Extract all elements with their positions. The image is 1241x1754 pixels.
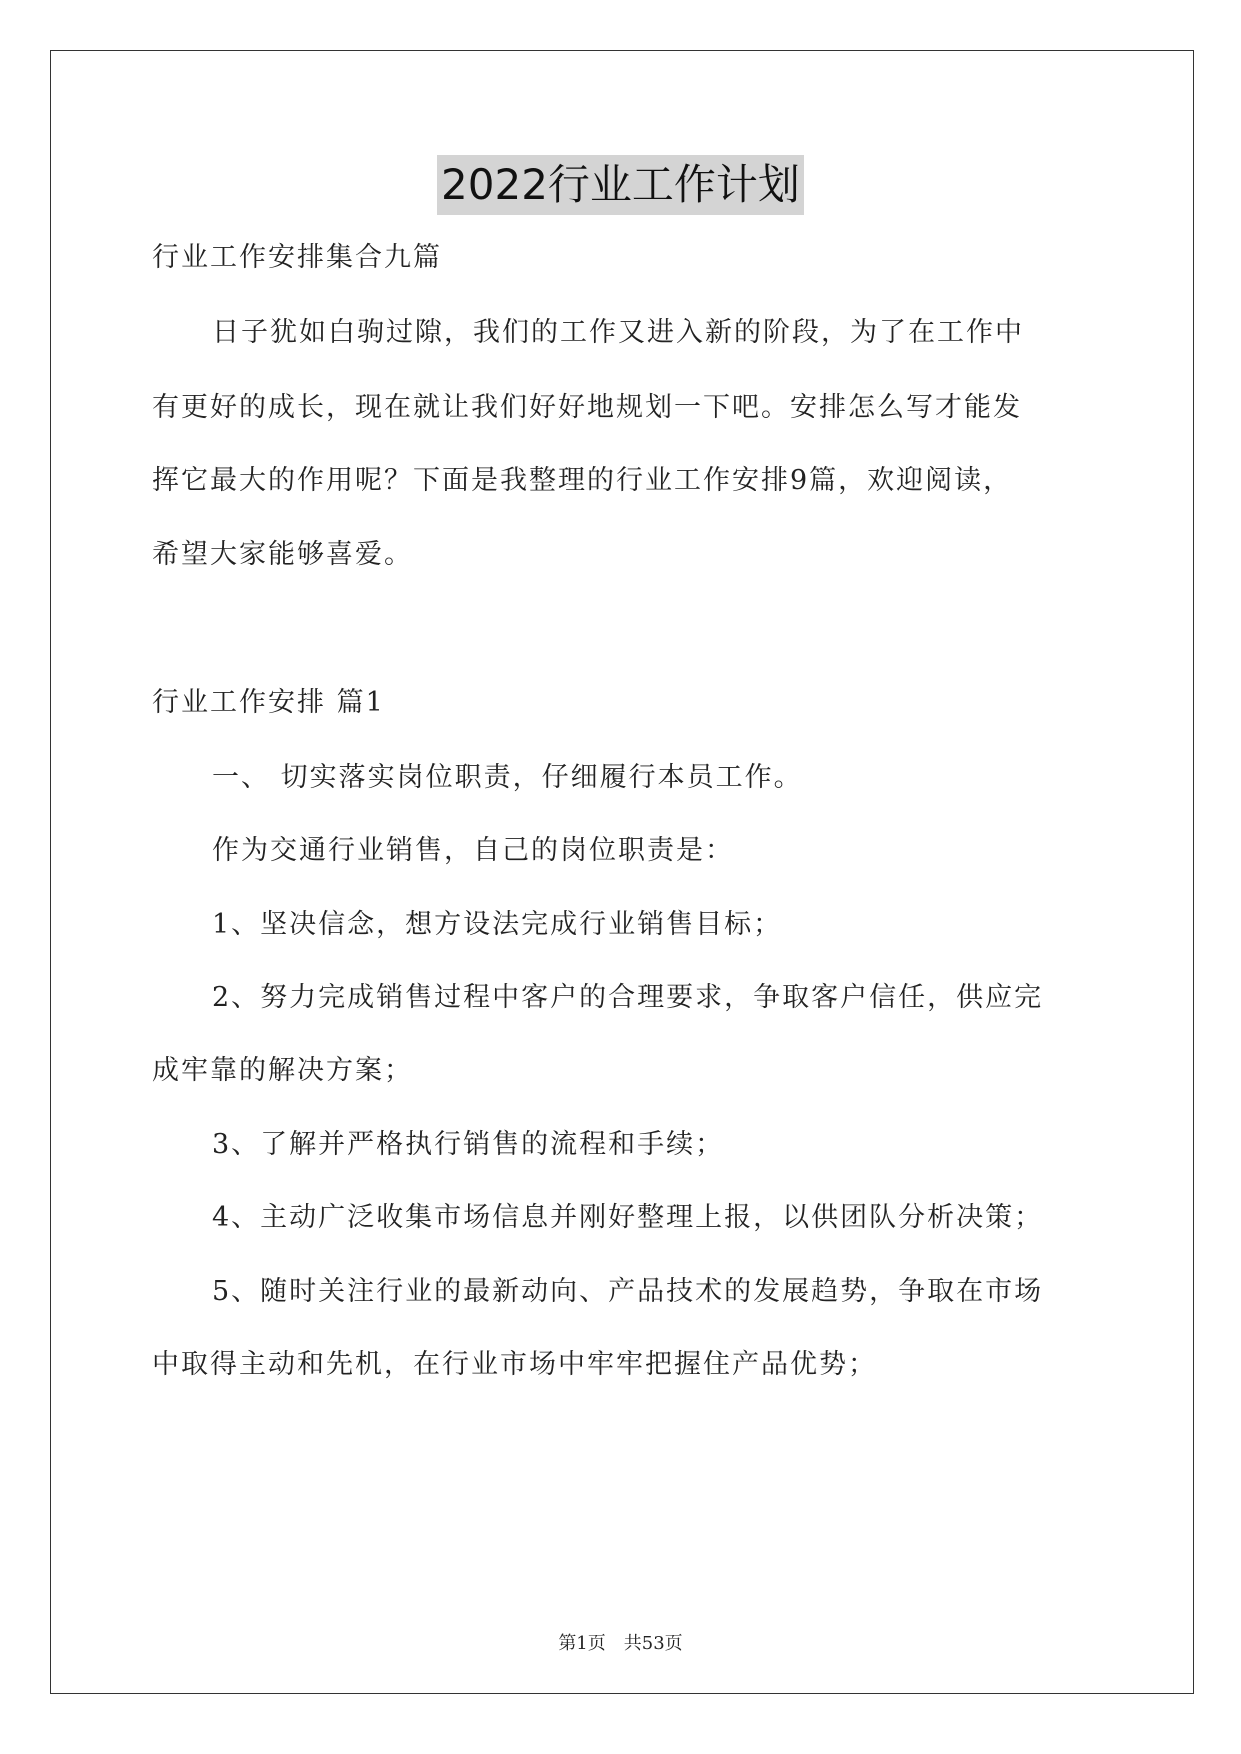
section-heading: 行业工作安排 篇1	[152, 687, 385, 718]
list-item: 5、随时关注行业的最新动向、产品技术的发展趋势，争取在市场	[212, 1276, 1044, 1307]
document-title: 2022行业工作计划	[437, 155, 804, 215]
paragraph-line: 作为交通行业销售，自己的岗位职责是：	[212, 835, 734, 866]
page-border	[50, 50, 1194, 1694]
list-item: 3、了解并严格执行销售的流程和手续；	[212, 1129, 725, 1160]
list-item: 2、努力完成销售过程中客户的合理要求，争取客户信任，供应完	[212, 982, 1044, 1013]
paragraph-line: 希望大家能够喜爱。	[152, 539, 413, 570]
title-container	[0, 155, 1241, 215]
paragraph-line: 有更好的成长，现在就让我们好好地规划一下吧。安排怎么写才能发	[152, 392, 1022, 423]
list-item-continued: 成牢靠的解决方案；	[152, 1055, 413, 1086]
list-item-continued: 中取得主动和先机，在行业市场中牢牢把握住产品优势；	[152, 1349, 877, 1380]
subtitle-line: 行业工作安排集合九篇	[152, 242, 442, 273]
list-item: 4、主动广泛收集市场信息并刚好整理上报，以供团队分析决策；	[212, 1202, 1044, 1233]
list-item: 1、坚决信念，想方设法完成行业销售目标；	[212, 909, 783, 940]
paragraph-line: 挥它最大的作用呢？下面是我整理的行业工作安排9篇，欢迎阅读，	[152, 465, 1013, 496]
page-number: 第1页 共53页	[558, 1633, 683, 1654]
paragraph-line: 日子犹如白驹过隙，我们的工作又进入新的阶段，为了在工作中	[212, 317, 1024, 348]
paragraph-line: 一、 切实落实岗位职责，仔细履行本员工作。	[212, 762, 803, 793]
